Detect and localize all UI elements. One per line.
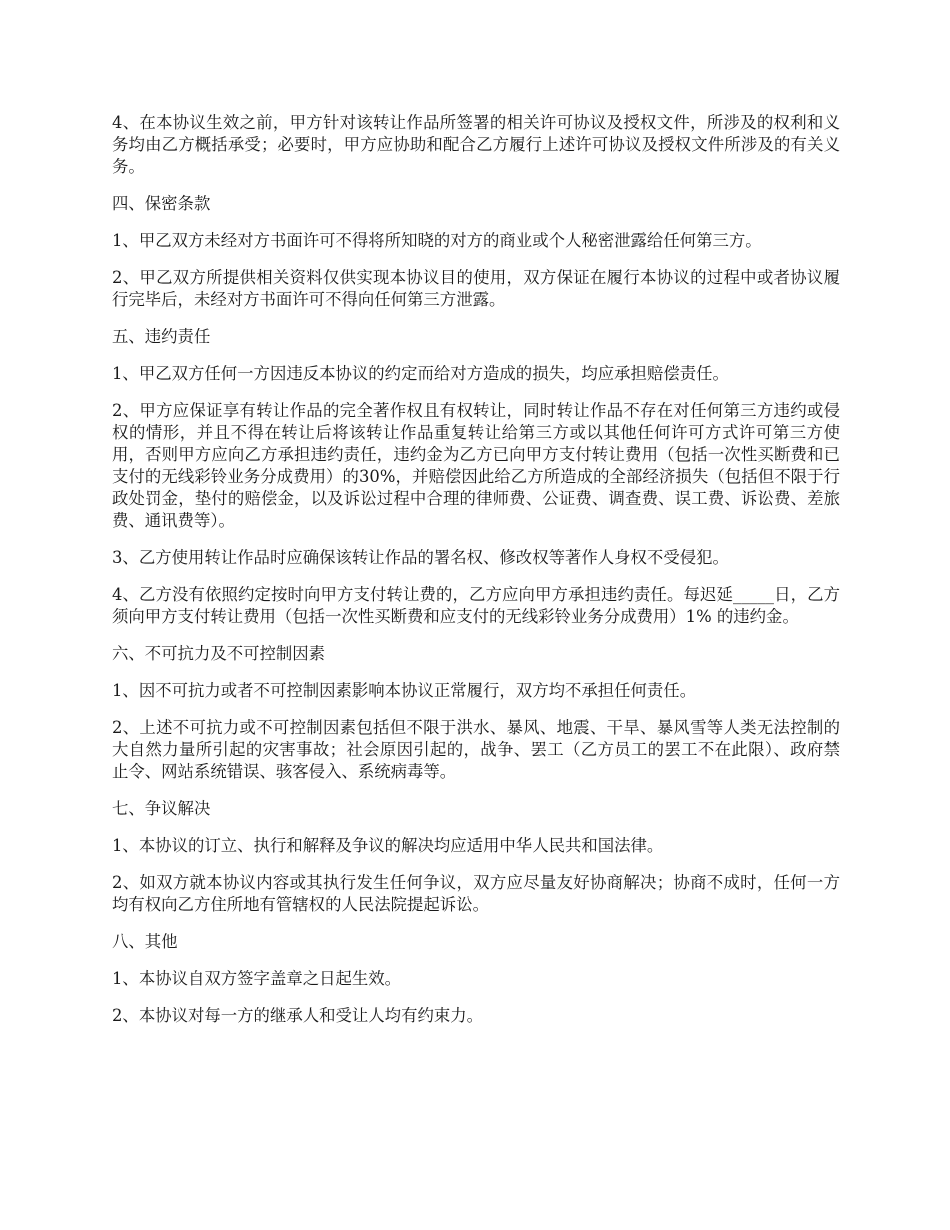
clause-8-1: 1、本协议自双方签字盖章之日起生效。 bbox=[112, 969, 402, 988]
document-page bbox=[112, 112, 840, 1042]
clause-4-1: 1、甲乙双方未经对方书面许可不得将所知晓的对方的商业或个人秘密泄露给任何第三方。 bbox=[112, 231, 762, 250]
section-heading-other: 八、其他 bbox=[112, 932, 178, 951]
section-heading-force-majeure: 六、不可抗力及不可控制因素 bbox=[112, 644, 326, 663]
clause-5-3: 3、乙方使用转让作品时应确保该转让作品的署名权、修改权等著作人身权不受侵犯。 bbox=[112, 548, 729, 567]
clause-7-1: 1、本协议的订立、执行和解释及争议的解决均应适用中华人民共和国法律。 bbox=[112, 836, 664, 855]
section-heading-confidentiality: 四、保密条款 bbox=[112, 194, 211, 213]
clause-6-2: 2、上述不可抗力或不可控制因素包括但不限于洪水、暴风、地震、干旱、暴风雪等人类无法控制的大自然力量所引起的灾害事故；社会原因引起的，战争、罢工（乙方员工的罢工不在此限）、政府禁止令、网站系统错误、骇客侵入、系统病毒等。 bbox=[112, 718, 840, 781]
clause-5-2: 2、甲方应保证享有转让作品的完全著作权且有权转让，同时转让作品不存在对任何第三方违约或侵权的情形，并且不得在转让后将该转让作品重复转让给第三方或以其他任何许可方式许可第三方使用，否则甲方应向乙方承担违约责任，违约金为乙方已向甲方支付转让费用（包括一次性买断费和已支付的无线彩铃业务分成费用）的30%，并赔偿因此给乙方所造成的全部经济损失（包括但不限于行政处罚金，垫付的赔偿金，以及诉讼过程中合理的律师费、公证费、调查费、误工费、诉讼费、差旅费、通讯费等）。 bbox=[112, 401, 840, 530]
clause-5-4: 4、乙方没有依照约定按时向甲方支付转让费的，乙方应向甲方承担违约责任。每迟延_____日，乙方须向甲方支付转让费用（包括一次性买断费和应支付的无线彩铃业务分成费用）1% 的违约金。 bbox=[112, 585, 840, 626]
clause-3-4: 4、在本协议生效之前，甲方针对该转让作品所签署的相关许可协议及授权文件，所涉及的权利和义务均由乙方概括承受；必要时，甲方应协助和配合乙方履行上述许可协议及授权文件所涉及的有关义务。 bbox=[112, 113, 840, 176]
section-heading-dispute: 七、争议解决 bbox=[112, 799, 211, 818]
section-heading-liability: 五、违约责任 bbox=[112, 327, 211, 346]
clause-4-2: 2、甲乙双方所提供相关资料仅供实现本协议目的使用，双方保证在履行本协议的过程中或者协议履行完毕后，未经对方书面许可不得向任何第三方泄露。 bbox=[112, 268, 840, 309]
clause-5-1: 1、甲乙双方任何一方因违反本协议的约定而给对方造成的损失，均应承担赔偿责任。 bbox=[112, 364, 729, 383]
clause-7-2: 2、如双方就本协议内容或其执行发生任何争议，双方应尽量友好协商解决；协商不成时，任何一方均有权向乙方住所地有管辖权的人民法院提起诉讼。 bbox=[112, 873, 840, 914]
clause-8-2: 2、本协议对每一方的继承人和受让人均有约束力。 bbox=[112, 1006, 484, 1025]
clause-6-1: 1、因不可抗力或者不可控制因素影响本协议正常履行，双方均不承担任何责任。 bbox=[112, 681, 697, 700]
